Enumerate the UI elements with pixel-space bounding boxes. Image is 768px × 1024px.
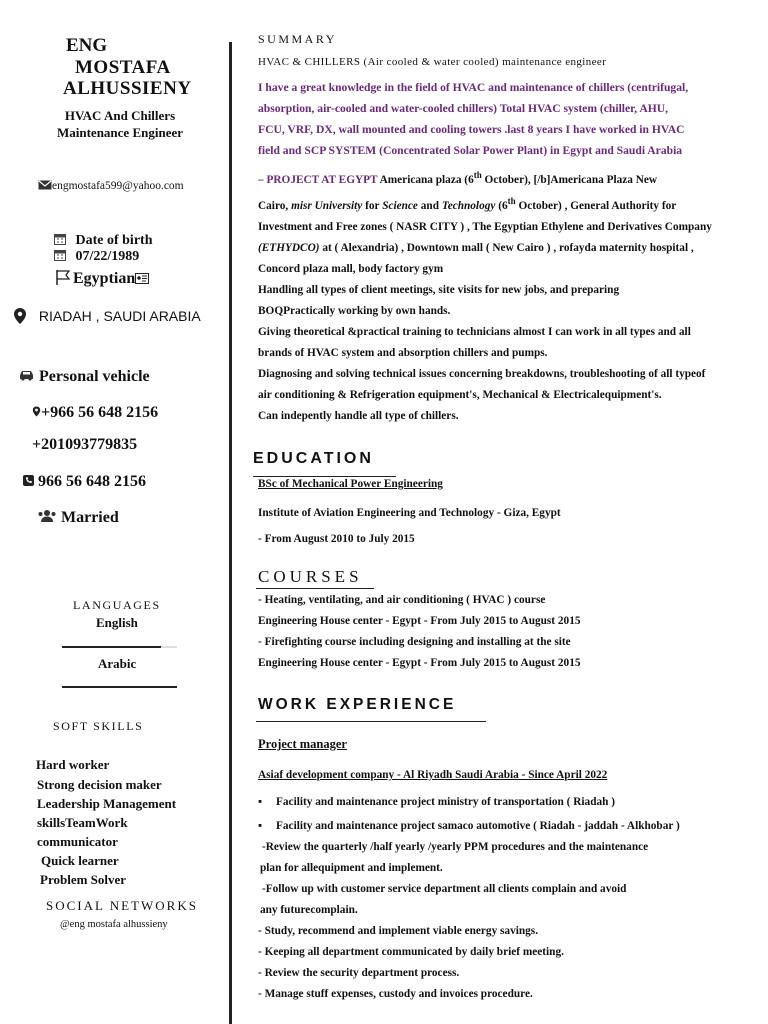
duty-item: Facility and maintenance project samaco automotive ( Riadah - jaddah - Alkhobar ) [276,820,680,832]
work-role: Project manager [258,737,347,751]
vehicle-text: Personal vehicle [39,368,150,385]
marital-text: Married [61,509,119,527]
car-icon [18,368,35,386]
duty-item: -Review the quarterly /half yearly /yearly PPM procedures and the maintenance [262,841,649,853]
summary-text: Americana plaza (6 [377,173,474,186]
courses-heading: COURSES [258,567,363,586]
first-name: MOSTAFA [75,57,171,78]
marital-row [37,509,119,528]
summary-line: field and SCP SYSTEM (Concentrated Solar Power Plant) in Egypt and Saudi Arabia [258,144,683,157]
course-item: - Firefighting course including designing and installing at the site [258,636,571,648]
map-pin-icon [13,307,27,328]
last-name: ALHUSSIENY [63,78,192,99]
project-label: – PROJECT AT EGYPT [258,173,378,186]
location-dot-icon [32,404,41,422]
work-underline [256,721,486,722]
nationality-row [55,269,149,290]
skill-item: Leadership Management [37,796,177,811]
summary-text: Cairo, [258,199,292,212]
phone1-row[interactable] [32,404,158,422]
summary-line: Can indepently handle all type of chillers. [258,409,459,422]
summary-text: (6 [495,199,508,212]
education-block [258,474,736,550]
job-title-line1: HVAC And Chillers [64,108,176,123]
job-title [50,107,190,141]
summary-projects [258,165,736,427]
users-icon [37,509,57,528]
education-institute: Institute of Aviation Engineering and Technology - Giza, Egypt [258,507,561,519]
skill-item: Strong decision maker [37,777,162,792]
bullet-icon: ▪ [258,796,263,808]
job-title-line2: Maintenance Engineer [56,125,183,140]
phone2-text[interactable]: +201093779835 [32,436,138,453]
dob-label: Date of birth [75,233,153,249]
calendar-icon [54,249,66,265]
flag-icon [55,269,73,290]
phone-square-icon [23,473,34,491]
languages-heading: LANGUAGES [73,598,161,612]
summary-line: FCU, VRF, DX, wall mounted and cooling towers .last 8 years I have worked in HVAC [258,123,685,136]
summary-text: and [417,199,442,212]
skill-item: Problem Solver [40,872,127,887]
work-company: Asiaf development company - Al Riyadh Saudi Arabia - Since April 2022 [258,769,608,781]
location-row [13,307,201,328]
duty-item: Facility and maintenance project ministry of transportation ( Riadah ) [276,796,615,808]
superscript: th [473,170,482,180]
summary-heading: SUMMARY [258,32,337,46]
dob-block [54,233,153,265]
skill-item: Quick learner [41,853,119,868]
location-text: RIADAH , SAUDI ARABIA [38,308,201,325]
social-heading: SOCIAL NETWORKS [46,898,198,913]
summary-line: I have a great knowledge in the field of HVAC and maintenance of chillers (centrifugal, [258,81,689,94]
soft-skills-heading: SOFT SKILLS [53,719,144,733]
summary-line: Diagnosing and solving technical issues concerning breakdowns, troubleshooting of all typeof [258,367,706,380]
summary-text: misr University [291,199,363,212]
skill-item: Hard worker [36,757,110,772]
envelope-icon [38,180,52,193]
calendar-icon [54,233,66,249]
column-divider [229,42,232,1024]
education-period: - From August 2010 to July 2015 [258,533,415,545]
summary-text: October) , General Authority for [515,199,677,212]
skill-item: communicator [37,834,118,849]
work-duties [258,792,736,1005]
phone1-text[interactable]: +966 56 648 2156 [41,404,159,421]
language-english-bar [62,646,161,648]
course-provider: Engineering House center - Egypt - From July 2015 to August 2015 [258,615,581,627]
bullet-icon: ▪ [258,820,263,832]
duty-item: plan for allequipment and implement. [260,862,443,874]
summary-line: absorption, air-cooled and water-cooled chillers) Total HVAC system (chiller, AHU, [258,102,669,115]
summary-text: for [362,199,383,212]
course-provider: Engineering House center - Egypt - From July 2015 to August 2015 [258,657,581,669]
superscript: th [507,195,516,206]
duty-item: -Follow up with customer service department all clients complain and avoid [262,883,627,895]
summary-line: Giving theoretical &practical training to technicians almost I can work in all types and all [258,325,691,338]
summary-line: air conditioning & Refrigeration equipment's, Mechanical & Electricalequipment's. [258,388,662,401]
name-prefix: ENG [66,35,108,56]
id-card-icon [135,271,149,289]
duty-item: - Keeping all department communicated by daily brief meeting. [258,946,564,958]
summary-text: Technology [441,199,496,212]
vehicle-row [18,368,150,386]
email-row[interactable] [38,180,184,193]
summary-line: BOQPractically working by own hands. [258,304,451,317]
work-heading: WORK EXPERIENCE [258,696,457,713]
summary-text: (ETHYDCO) [258,241,320,254]
duty-item: - Manage stuff expenses, custody and invoices procedure. [258,988,533,1000]
skill-item: skillsTeamWork [37,815,128,830]
summary-text: October), [/b]Americana Plaza New [481,173,658,186]
language-english: English [96,615,138,630]
education-heading: EDUCATION [253,450,374,467]
social-handle[interactable]: @eng mostafa alhussieny [60,919,168,930]
dob-value: 07/22/1989 [75,249,140,265]
courses-block [258,590,736,674]
duty-item: any futurecomplain. [260,904,358,916]
summary-paragraph [258,77,736,161]
summary-line: Handling all types of client meetings, site visits for new jobs, and preparing [258,283,620,296]
duty-item: - Review the security department process. [258,967,460,979]
nationality-text: Egyptian [73,270,136,288]
summary-line: brands of HVAC system and absorption chillers and pumps. [258,346,548,359]
duty-item: - Study, recommend and implement viable energy savings. [258,925,539,937]
education-degree: BSc of Mechanical Power Engineering [258,478,443,490]
email-text[interactable]: engmostafa599@yahoo.com [52,180,184,193]
summary-line: Investment and Free zones ( NASR CITY ) , The Egyptian Ethylene and Derivatives Company [258,220,712,233]
summary-line: Concord plaza mall, body factory gym [258,262,444,275]
summary-text: at ( Alexandria) , Downtown mall ( New Cairo ) , rofayda maternity hospital , [319,241,694,254]
language-arabic: Arabic [98,656,137,671]
courses-underline [256,588,374,589]
summary-subtitle: HVAC & CHILLERS (Air cooled & water cooled) maintenance engineer [258,56,607,68]
summary-text: Science [382,199,418,212]
language-arabic-bar [62,686,177,688]
whatsapp-row[interactable] [23,473,146,491]
whatsapp-text[interactable]: 966 56 648 2156 [38,473,146,490]
course-item: - Heating, ventilating, and air conditioning ( HVAC ) course [258,594,546,606]
